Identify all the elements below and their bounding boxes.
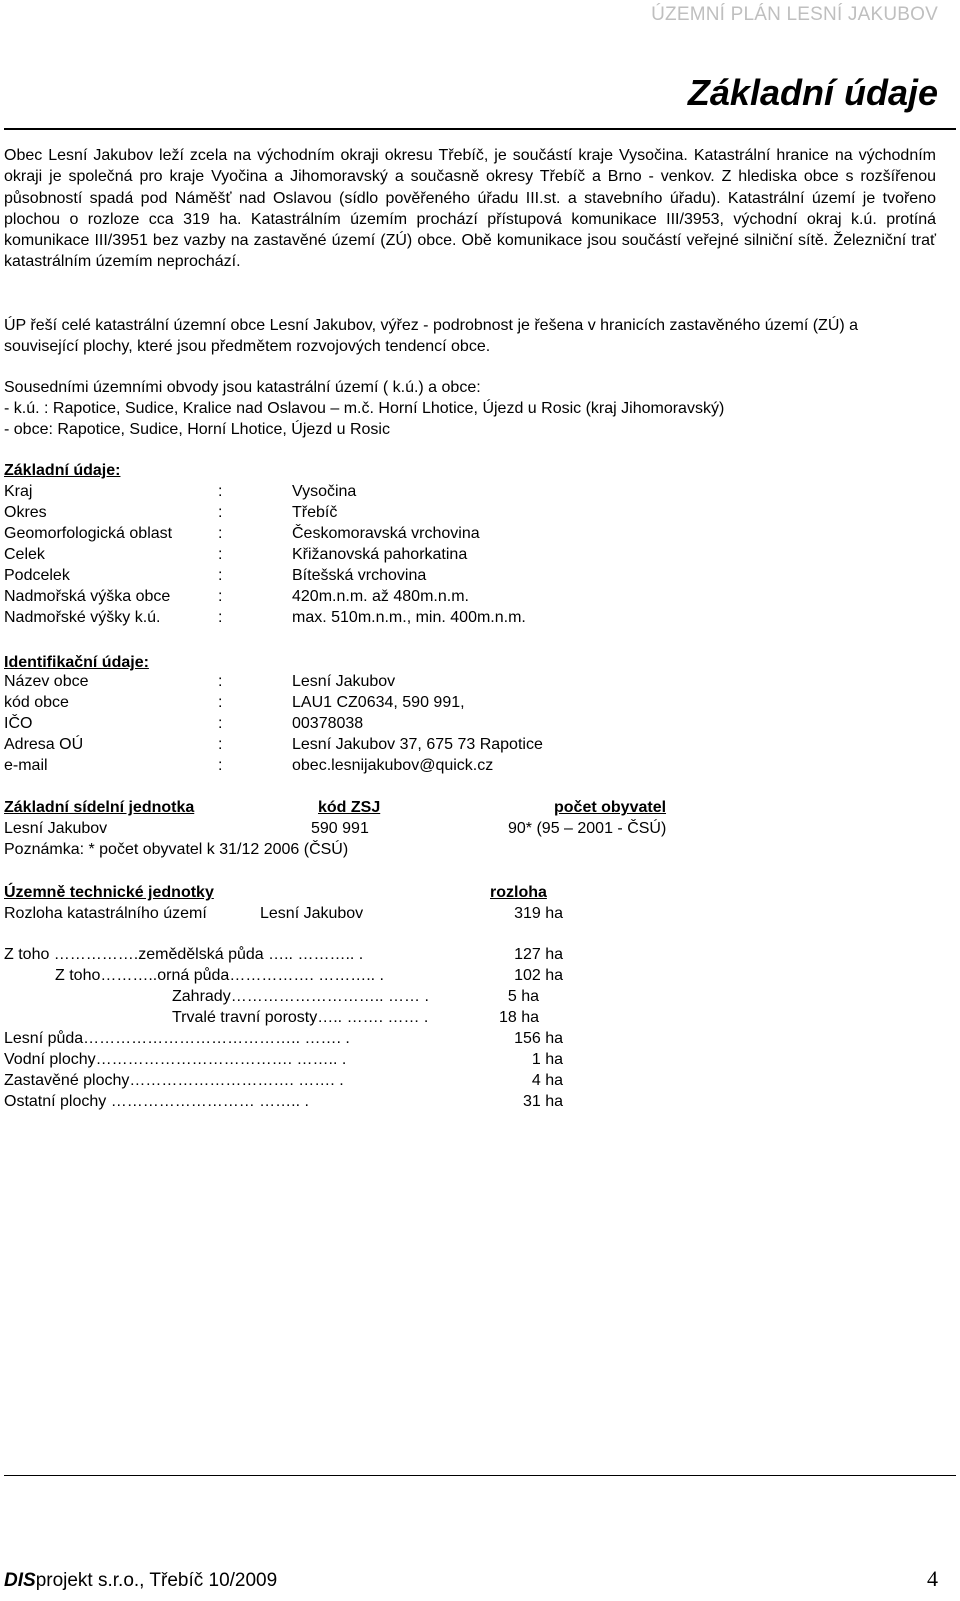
page-number: 4: [927, 1566, 938, 1591]
ute-row-name: Lesní Jakubov: [260, 905, 364, 922]
neighbors-obce-line: - obce: Rapotice, Sudice, Horní Lhotice, Újezd u Rosic: [4, 421, 390, 438]
ident-label: e-mail: [4, 757, 48, 774]
area-row-value: 156 ha: [514, 1030, 563, 1047]
zsj-population: 90* (95 – 2001 - ČSÚ): [508, 820, 667, 837]
ute-column-header: Územně technické jednotky: [4, 884, 214, 901]
basic-label: Nadmořská výška obce: [4, 588, 171, 605]
up-paragraph: ÚP řeší celé katastrální územní obce Lesní Jakubov, výřez - podrobnost je řešena v hranicích zastavěného území (ZÚ) a související plochy, které jsou předmětem rozvojových tendencí obce.: [4, 317, 859, 356]
area-row-label: Ostatní plochy ……………………… …….. .: [4, 1093, 309, 1110]
area-row-value: 1 ha: [531, 1051, 563, 1068]
ident-colon: :: [218, 757, 223, 774]
area-row-value: 18 ha: [498, 1009, 539, 1026]
ident-colon: :: [218, 694, 223, 711]
header-divider: [4, 128, 956, 130]
zsj-population-header: počet obyvatel: [554, 799, 667, 816]
ident-label: Název obce: [4, 673, 89, 690]
basic-colon: :: [218, 567, 223, 584]
basic-colon: :: [218, 609, 223, 626]
intro-paragraph: Obec Lesní Jakubov leží zcela na východním okraji okresu Třebíč, je součástí kraje Vysočina. Katastrální hranice na východním okraji je společná pro kraje Vyočina a Jihomoravský a současně okresy Třebíč a Brno - venkov. Z hlediska obce s rozšířenou působností spadá pod Náměšť nad Oslavou (sídlo pověřeného úřadu III.st. a stavebního úřadu). Katastrální území je tvořeno plochou o rozloze cca 319 ha. Katastrálním územím prochází přístupová komunikace III/3953, východní okraj k.ú. protíná komunikace III/3951 bez vazby na zastavěné území (ZÚ) obce. Obě komunikace jsou součástí veřejné silniční sítě. Železniční trať katastrálním územím neprochází.: [4, 147, 936, 271]
zsj-code: 590 991: [311, 820, 369, 837]
ident-value: LAU1 CZ0634, 590 991,: [292, 694, 465, 711]
basic-label: Nadmořské výšky k.ú.: [4, 609, 161, 626]
ute-row-value: 319 ha: [514, 905, 563, 922]
neighbors-ku-line: - k.ú. : Rapotice, Sudice, Kralice nad Oslavou – m.č. Horní Lhotice, Újezd u Rosic (kraj Jihomoravský): [4, 400, 725, 417]
running-header: ÚZEMNÍ PLÁN LESNÍ JAKUBOV: [651, 4, 938, 25]
basic-value: Vysočina: [292, 483, 357, 500]
area-row-value: 127 ha: [514, 946, 563, 963]
basic-label: Celek: [4, 546, 45, 563]
basic-value: max. 510m.n.m., min. 400m.n.m.: [292, 609, 526, 626]
area-row-label: Zastavěné plochy…………………………. ……. .: [4, 1072, 344, 1089]
area-row-value: 102 ha: [514, 967, 563, 984]
ute-area-header: rozloha: [490, 884, 547, 901]
basic-colon: :: [218, 588, 223, 605]
neighbors-heading: Sousedními územními obvody jsou katastrální území ( k.ú.) a obce:: [4, 379, 481, 396]
ident-heading: Identifikační údaje:: [4, 654, 149, 671]
basic-colon: :: [218, 525, 223, 542]
area-row-value: 4 ha: [531, 1072, 563, 1089]
zsj-column-header: Základní sídelní jednotka: [4, 799, 195, 816]
footer-brand-text: projekt s.r.o., Třebíč 10/2009: [35, 1570, 278, 1591]
footer-brand: [4, 1570, 277, 1592]
ident-value: 00378038: [292, 715, 364, 732]
basic-label: Kraj: [4, 483, 33, 500]
ident-label: kód obce: [4, 694, 69, 711]
basic-value: 420m.n.m. až 480m.n.m.: [292, 588, 469, 605]
basic-value: Křižanovská pahorkatina: [292, 546, 468, 563]
basic-colon: :: [218, 504, 223, 521]
basic-colon: :: [218, 546, 223, 563]
footer-brand-logo: DIS: [4, 1570, 36, 1591]
area-row-label: Vodní plochy………………………………. …….. .: [4, 1051, 347, 1068]
basic-value: Třebíč: [292, 504, 338, 521]
zsj-code-header: kód ZSJ: [318, 799, 381, 816]
ident-label: IČO: [4, 715, 33, 732]
area-row-label: Z toho………..orná půda……………. ……….. .: [55, 967, 384, 984]
zsj-note: Poznámka: * počet obyvatel k 31/12 2006 (ČSÚ): [4, 841, 349, 858]
ident-colon: :: [218, 673, 223, 690]
area-row-label: Zahrady……………………….. …… .: [172, 988, 429, 1005]
footer-divider: [4, 1475, 956, 1476]
ident-value: Lesní Jakubov: [292, 673, 396, 690]
page-title: Základní údaje: [687, 72, 938, 113]
area-row-value: 5 ha: [507, 988, 539, 1005]
basic-value: Bítešská vrchovina: [292, 567, 427, 584]
ute-row-label: Rozloha katastrálního území: [4, 905, 207, 922]
basic-heading: Základní údaje:: [4, 462, 121, 479]
area-row-label: Z toho …………….zemědělská půda ….. ……….. .: [4, 946, 364, 963]
basic-label: Geomorfologická oblast: [4, 525, 173, 542]
ident-colon: :: [218, 736, 223, 753]
area-row-value: 31 ha: [522, 1093, 563, 1110]
ident-label: Adresa OÚ: [4, 736, 84, 753]
area-row-label: Lesní půda………………………………….. ……. .: [4, 1030, 350, 1047]
ident-value: Lesní Jakubov 37, 675 73 Rapotice: [292, 736, 543, 753]
zsj-name: Lesní Jakubov: [4, 820, 108, 837]
ident-value: obec.lesnijakubov@quick.cz: [292, 757, 494, 774]
ident-colon: :: [218, 715, 223, 732]
basic-label: Podcelek: [4, 567, 70, 584]
area-row-label: Trvalé travní porosty….. ……. …… .: [172, 1009, 429, 1026]
basic-label: Okres: [4, 504, 47, 521]
basic-colon: :: [218, 483, 223, 500]
basic-value: Českomoravská vrchovina: [292, 525, 480, 542]
